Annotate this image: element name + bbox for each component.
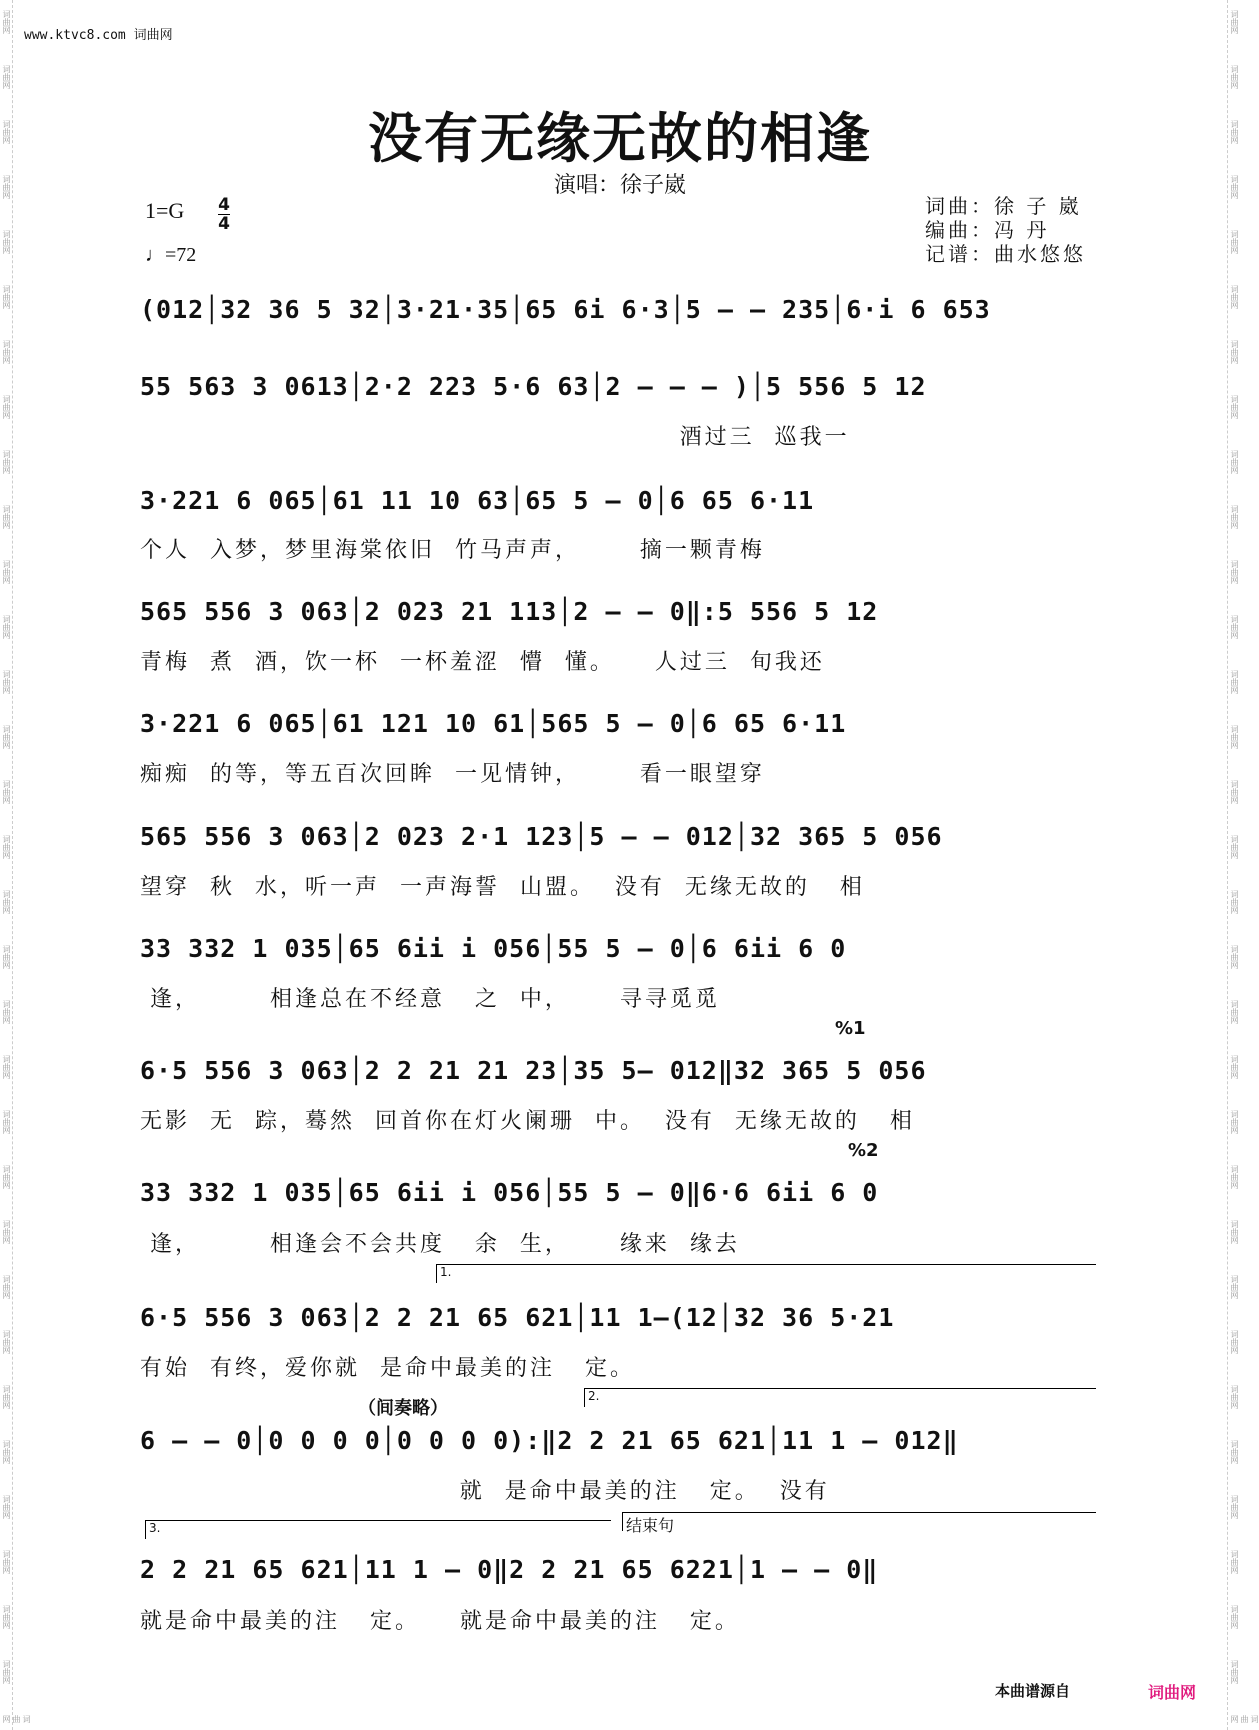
- volta-2-label: 2.: [588, 1389, 600, 1403]
- singer-line: 演唱：徐子崴: [553, 173, 686, 198]
- volta-1-bracket: [436, 1264, 1096, 1283]
- side-watermark-text: 词曲网: [1230, 1660, 1239, 1684]
- score-row-8-lyrics: 无影 无 踪，蓦然 回首你在灯火阑珊 中。 没有 无缘无故的 相: [140, 1109, 915, 1134]
- volta-2-bracket: [584, 1388, 1096, 1407]
- side-watermark-text: 词曲网: [2, 1605, 11, 1629]
- right-margin-watermark: [1227, 0, 1259, 1730]
- side-watermark-text: 词曲网: [2, 835, 11, 859]
- side-watermark-text: 词曲网: [1230, 10, 1239, 34]
- score-row-10-notes: 6·5 556 3 063│2 2 21 65 621│11 1–(12│32 36 5·21: [140, 1303, 895, 1332]
- side-watermark-text: 词曲网: [2, 230, 11, 254]
- side-watermark-text: 词曲网: [1230, 890, 1239, 914]
- side-watermark-text: 词曲网: [2, 1550, 11, 1574]
- score-row-6-lyrics: 望穿 秋 水，听一声 一声海誓 山盟。 没有 无缘无故的 相: [140, 875, 865, 900]
- credits: [925, 194, 1086, 266]
- side-watermark-text: 词曲网: [1230, 725, 1239, 749]
- left-margin-watermark: [0, 0, 31, 1730]
- side-watermark-text: 词曲网: [2, 395, 11, 419]
- score-row-4-lyrics: 青梅 煮 酒，饮一杯 一杯羞涩 懵 懂。 人过三 旬我还: [140, 650, 825, 675]
- score-row-9-lyrics: 逢， 相逢会不会共度 余 生， 缘来 缘去: [140, 1232, 740, 1257]
- key-signature: 1=G: [145, 198, 185, 223]
- score-row-11-lyrics: 就 是命中最美的注 定。 没有: [140, 1479, 830, 1504]
- side-watermark-text: 词曲网: [2, 1330, 11, 1354]
- score-row-3-notes: 3·221 6 065│61 11 10 63│65 5 – 0│6 65 6·11: [140, 486, 815, 515]
- score-row-8-notes: 6·5 556 3 063│2 2 21 21 23│35 5– 012‖32 365 5 056: [140, 1056, 927, 1085]
- side-watermark-text: 词曲网: [1230, 1275, 1239, 1299]
- side-watermark-text: 词曲网: [1230, 175, 1239, 199]
- score-row-7-lyrics: 逢， 相逢总在不经意 之 中， 寻寻觅觅: [140, 987, 720, 1012]
- score-row-3-lyrics: 个人 入梦，梦里海棠依旧 竹马声声， 摘一颗青梅: [140, 538, 765, 563]
- score-row-4-notes: 565 556 3 063│2 023 21 113│2 – – 0‖:5 556 5 12: [140, 597, 879, 626]
- volta-3-label: 3.: [149, 1521, 161, 1535]
- side-watermark-text: 词曲网: [2, 1715, 31, 1723]
- side-watermark-text: 词曲网: [2, 10, 11, 34]
- side-watermark-text: 词曲网: [2, 670, 11, 694]
- side-watermark-text: 词曲网: [2, 1660, 11, 1684]
- side-watermark-text: 词曲网: [1230, 615, 1239, 639]
- side-watermark-text: 词曲网: [1230, 1110, 1239, 1134]
- score-row-5-notes: 3·221 6 065│61 121 10 61│565 5 – 0│6 65 6·11: [140, 709, 847, 738]
- score-row-2-notes: 55 563 3 0613│2·2 223 5·6 63│2 – – – )│5 556 5 12: [140, 372, 927, 401]
- side-watermark-text: 词曲网: [1230, 1385, 1239, 1409]
- side-watermark-text: 词曲网: [2, 1495, 11, 1519]
- score-row-10-lyrics: 有始 有终，爱你就 是命中最美的注 定。: [140, 1356, 635, 1381]
- side-watermark-text: 词曲网: [2, 560, 11, 584]
- footer-brand-logo: 词曲网: [1148, 1683, 1197, 1702]
- side-watermark-text: 词曲网: [2, 1220, 11, 1244]
- side-watermark-text: 词曲网: [1230, 395, 1239, 419]
- score-row-9-notes: 33 332 1 035│65 6ii i 056│55 5 – 0‖6·6 6ii 6 0: [140, 1178, 879, 1207]
- time-sig-bottom: 4: [218, 214, 230, 234]
- score-row-12-notes: 2 2 21 65 621│11 1 – 0‖2 2 21 65 6221│1 – – 0‖: [140, 1555, 879, 1584]
- ending-bracket: [622, 1512, 1096, 1535]
- side-watermark-text: 词曲网: [2, 65, 11, 89]
- side-watermark-text: 词曲网: [2, 780, 11, 804]
- side-watermark-text: 词曲网: [1230, 1715, 1259, 1723]
- side-watermark-text: 词曲网: [2, 1055, 11, 1079]
- credit-lyrics-music: 词曲：徐 子 崴: [925, 194, 1082, 218]
- side-watermark-text: 词曲网: [1230, 1495, 1239, 1519]
- side-watermark-text: 词曲网: [2, 340, 11, 364]
- side-watermark-text: 词曲网: [2, 1000, 11, 1024]
- interlude-note: （间奏略）: [358, 1398, 448, 1419]
- volta-3-bracket: [145, 1520, 611, 1539]
- credit-arrangement: 编曲：冯 丹: [925, 218, 1050, 242]
- ending-label: 结束句: [626, 1516, 675, 1535]
- score-row-5-lyrics: 痴痴 的等，等五百次回眸 一见情钟， 看一眼望穿: [140, 762, 765, 787]
- side-watermark-text: 词曲网: [2, 1275, 11, 1299]
- side-watermark-text: 词曲网: [1230, 120, 1239, 144]
- score-row-12-lyrics: 就是命中最美的注 定。 就是命中最美的注 定。: [140, 1609, 740, 1634]
- score-row-2-lyrics: 酒过三 巡我一: [140, 425, 850, 450]
- site-header: www.ktvc8.com 词曲网: [24, 28, 173, 43]
- side-watermark-text: 词曲网: [2, 725, 11, 749]
- song-title: 没有无缘无故的相逢: [368, 106, 872, 170]
- side-watermark-text: 词曲网: [1230, 285, 1239, 309]
- side-watermark-text: 词曲网: [1230, 1605, 1239, 1629]
- volta-1-label: 1.: [440, 1265, 452, 1279]
- side-watermark-text: 词曲网: [2, 1440, 11, 1464]
- side-watermark-text: 词曲网: [1230, 835, 1239, 859]
- side-watermark-text: 词曲网: [1230, 670, 1239, 694]
- time-sig-top: 4: [218, 195, 230, 215]
- segno-2-mark: %2: [848, 1140, 879, 1161]
- side-watermark-text: 词曲网: [1230, 1165, 1239, 1189]
- side-watermark-text: 词曲网: [2, 1110, 11, 1134]
- score-row-7-notes: 33 332 1 035│65 6ii i 056│55 5 – 0│6 6ii 6 0: [140, 934, 847, 963]
- side-watermark-text: 词曲网: [1230, 1330, 1239, 1354]
- side-watermark-text: 词曲网: [1230, 65, 1239, 89]
- side-watermark-text: 词曲网: [1230, 340, 1239, 364]
- side-watermark-text: 词曲网: [1230, 780, 1239, 804]
- tempo-marking: ♩=72: [145, 244, 197, 266]
- side-watermark-text: 词曲网: [2, 450, 11, 474]
- side-watermark-text: 词曲网: [2, 120, 11, 144]
- side-watermark-text: 词曲网: [1230, 560, 1239, 584]
- side-watermark-text: 词曲网: [1230, 505, 1239, 529]
- score-row-11-notes: 6 – – 0│0 0 0 0│0 0 0 0):‖2 2 21 65 621│11 1 – 012‖: [140, 1426, 959, 1455]
- side-watermark-text: 词曲网: [1230, 450, 1239, 474]
- side-watermark-text: 词曲网: [2, 890, 11, 914]
- score-row-6-notes: 565 556 3 063│2 023 2·1 123│5 – – 012│32 365 5 056: [140, 822, 943, 851]
- side-watermark-text: 词曲网: [2, 175, 11, 199]
- side-watermark-text: 词曲网: [2, 285, 11, 309]
- side-watermark-text: 词曲网: [2, 1385, 11, 1409]
- side-watermark-text: 词曲网: [2, 505, 11, 529]
- time-signature: [218, 196, 230, 233]
- side-watermark-text: 词曲网: [2, 615, 11, 639]
- side-watermark-text: 词曲网: [1230, 1440, 1239, 1464]
- score-row-1-notes: (012│32 36 5 32│3·21·35│65 6i 6·3│5 – – 235│6·i 6 653: [140, 295, 991, 324]
- side-watermark-text: 词曲网: [2, 945, 11, 969]
- side-watermark-text: 词曲网: [2, 1165, 11, 1189]
- credit-transcriber: 记谱：曲水悠悠: [925, 242, 1086, 266]
- side-watermark-text: 词曲网: [1230, 230, 1239, 254]
- side-watermark-text: 词曲网: [1230, 1000, 1239, 1024]
- segno-1-mark: %1: [835, 1018, 866, 1039]
- footer-source: 本曲谱源自: [995, 1682, 1071, 1700]
- side-watermark-text: 词曲网: [1230, 1055, 1239, 1079]
- side-watermark-text: 词曲网: [1230, 945, 1239, 969]
- side-watermark-text: 词曲网: [1230, 1220, 1239, 1244]
- side-watermark-text: 词曲网: [1230, 1550, 1239, 1574]
